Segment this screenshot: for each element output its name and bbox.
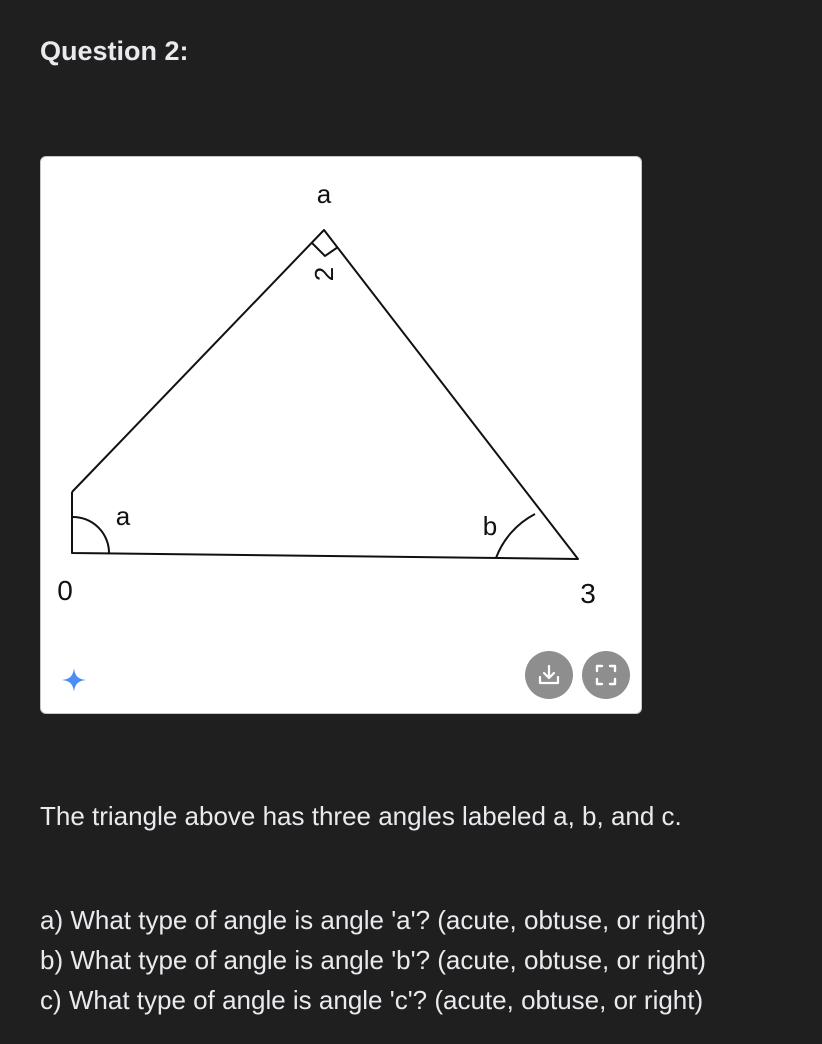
angle-arc-left <box>72 517 109 554</box>
question-list <box>40 900 800 1020</box>
download-button[interactable] <box>525 651 573 699</box>
question-item-c: c) What type of angle is angle 'c'? (acute, obtuse, or right) <box>40 985 704 1015</box>
label-right-number: 3 <box>580 578 596 609</box>
download-icon <box>536 662 562 688</box>
label-top-number: 2 <box>309 266 339 282</box>
label-left-number: 0 <box>57 575 73 606</box>
label-left-letter: a <box>115 501 131 531</box>
fullscreen-button[interactable] <box>582 651 630 699</box>
label-top-letter: a <box>316 179 332 209</box>
right-angle-marker <box>312 243 338 256</box>
question-item-b: b) What type of angle is angle 'b'? (acute, obtuse, or right) <box>40 945 707 975</box>
sparkle-icon <box>61 667 87 693</box>
fullscreen-icon <box>593 662 619 688</box>
angle-arc-right <box>496 514 535 558</box>
question-intro: The triangle above has three angles labeled a, b, and c. <box>40 801 682 831</box>
question-item-a: a) What type of angle is angle 'a'? (acute, obtuse, or right) <box>40 905 707 935</box>
label-right-letter: b <box>482 511 498 541</box>
question-heading: Question 2: <box>40 36 189 66</box>
triangle-diagram <box>41 157 641 713</box>
figure-card[interactable] <box>40 156 642 714</box>
